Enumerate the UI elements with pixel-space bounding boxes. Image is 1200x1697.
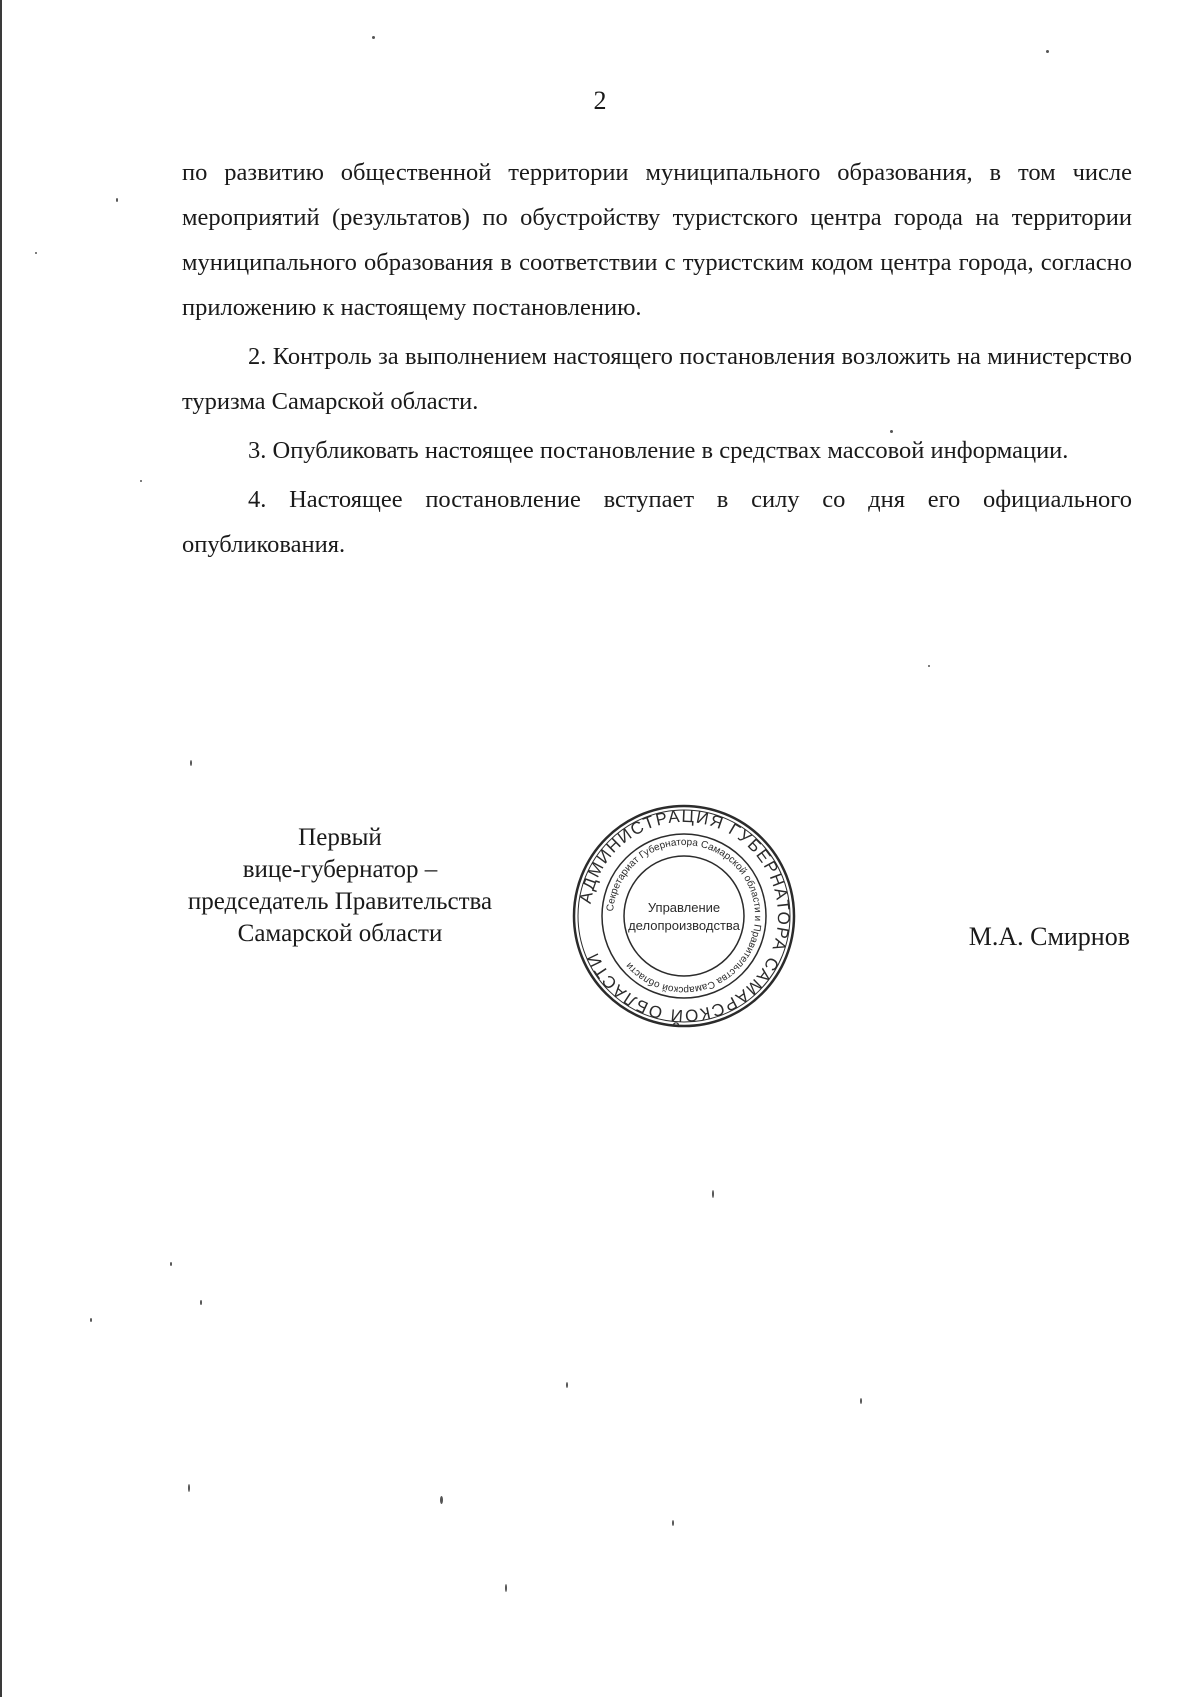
scan-speck [170, 1262, 172, 1266]
seal-graphic [568, 800, 800, 1032]
scan-speck [35, 252, 37, 254]
paragraph-continuation: по развитию общественной территории муниципального образования, в том числе мероприятий (результатов) по обустройству туристского центра города на территории муниципального образования в соответствии с туристским кодом центра города, согласно приложению к настоящему постановлению. [182, 159, 1132, 321]
paragraph-3: 3. Опубликовать настоящее постановление в средствах массовой информации. [248, 437, 1069, 464]
scan-speck [188, 1484, 190, 1492]
scan-speck [116, 198, 118, 202]
seal-middle-circle [602, 834, 766, 998]
scan-speck [90, 1318, 92, 1322]
signatory-position-line: вице-губернатор – [242, 856, 438, 883]
scan-speck [712, 1190, 714, 1198]
page-number: 2 [593, 86, 607, 115]
paragraph-4: 4. Настоящее постановление вступает в силу со дня его официального опубликования. [182, 486, 1132, 558]
official-seal-stamp [568, 800, 800, 1032]
seal-inner-text: Секретариат Губернатора Самарской области и Правительства Самарской области [605, 836, 764, 996]
scan-speck [372, 36, 375, 39]
scan-speck [1046, 50, 1049, 53]
scan-speck [505, 1584, 507, 1592]
seal-center-line: Управление [647, 900, 721, 915]
seal-inner-circle [624, 856, 744, 976]
document-body [182, 150, 1132, 567]
signatory-position-line: председатель Правительства [187, 888, 493, 915]
scan-speck [190, 760, 192, 766]
paragraph-2: 2. Контроль за выполнением настоящего постановления возложить на министерство туризма Самарской области. [182, 343, 1132, 415]
scan-speck [200, 1300, 202, 1305]
signatory-position [150, 822, 530, 950]
scan-speck [860, 1398, 862, 1404]
seal-center-line: делопроизводства [628, 918, 740, 933]
signatory-position-line: Самарской области [237, 920, 443, 947]
scan-speck [890, 430, 893, 433]
scan-speck [140, 480, 142, 482]
scan-speck [566, 1382, 568, 1388]
scan-speck [928, 665, 930, 667]
signatory-name: М.А. Смирнов [968, 922, 1130, 951]
signatory-position-line: Первый [298, 824, 382, 851]
scan-speck [440, 1496, 443, 1504]
scan-speck [672, 1520, 674, 1526]
seal-outer-text: АДМИНИСТРАЦИЯ ГУБЕРНАТОРА САМАРСКОЙ ОБЛАСТИ [575, 806, 794, 1026]
page-left-edge [0, 0, 2, 1697]
